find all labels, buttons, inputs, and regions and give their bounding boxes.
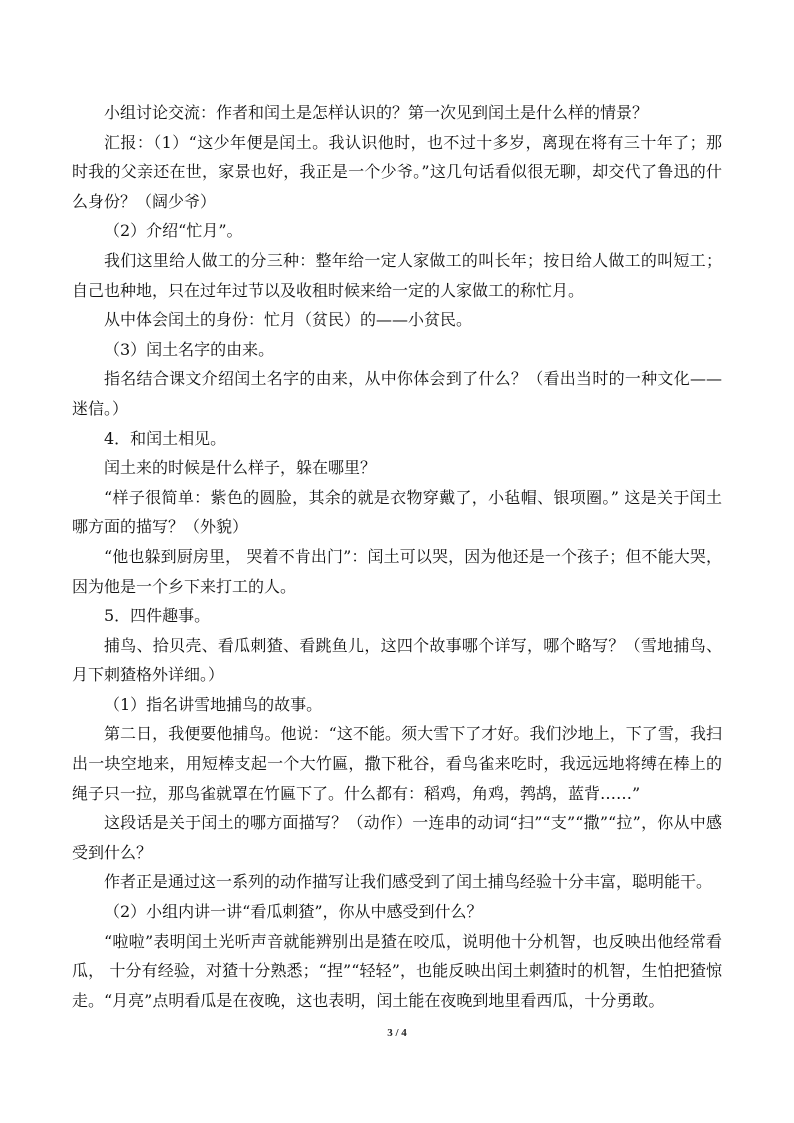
paragraph-name-origin: 指名结合课文介绍闰土名字的由来，从中你体会到了什么？（看出当时的一种文化——迷信。） [72,369,722,418]
paragraph-bird-catching-quote: 第二日，我便要他捕鸟。他说：“这不能。须大雪下了才好。我们沙地上，下了雪，我扫出一块空地来，用短棒支起一个大竹匾，撒下秕谷，看鸟雀来吃时，我远远地将缚在棒上的绳子只一拉，那鸟雀就罩在竹匾下了。什么都有：稻鸡，角鸡，鹁鸪，蓝背……” [72,724,722,803]
paragraph-worker-types: 我们这里给人做工的分三种：整年给一定人家做工的叫长年；按日给人做工的叫短工；自己也种地，只在过年过节以及收租时候来给一定的人家做工的称忙月。 [72,250,722,300]
paragraph-four-stories: 捕鸟、拾贝壳、看瓜刺猹、看跳鱼儿，这四个故事哪个详写，哪个略写？（雪地捕鸟、月下刺猹格外详细。） [72,635,722,685]
paragraph-bird-catching-heading: （1）指名讲雪地捕鸟的故事。 [104,694,323,714]
paragraph-identity: 从中体会闰土的身份：忙月（贫民）的——小贫民。 [104,310,473,330]
paragraph-melon-heading: （2）小组内讲一讲“看瓜刺猹”，你从中感受到什么？ [104,902,483,922]
paragraph-discussion-question: 小组讨论交流：作者和闰土是怎样认识的？第一次见到闰土是什么样的情景？ [104,103,649,122]
paragraph-report-3-heading: （3）闰土名字的由来。 [104,339,275,359]
page-number: 3 / 4 [387,1027,407,1039]
paragraph-report-1: 汇报：（1）“这少年便是闰土。我认识他时，也不过十多岁，离现在将有三十年了；那时我的父亲还在世，家景也好，我正是一个少爷。”这几句话看似很无聊，却交代了鲁迅的什么身份？（阔少爷） [72,132,722,211]
section-heading-4: 4．和闰土相见。 [104,428,227,448]
paragraph-melon-analysis: “啦啦”表明闰土光听声音就能辨别出是猹在咬瓜，说明他十分机智，也反映出他经常看瓜， 十分有经验，对猹十分熟悉；“捏”“轻轻”，也能反映出闰土刺猹时的机智，生怕把猹惊走。“月亮”点明看瓜是在夜晚，这也表明，闰土能在夜晚到地里看西瓜，十分勇敢。 [72,931,722,1010]
paragraph-appearance: “样子很简单：紫色的圆脸，其余的就是衣物穿戴了，小毡帽、银项圈。” 这是关于闰土哪方面的描写？（外貌） [72,487,722,537]
paragraph-action-conclusion: 作者正是通过这一系列的动作描写让我们感受到了闰土捕鸟经验十分丰富，聪明能干。 [104,872,713,892]
paragraph-appearance-question: 闰土来的时候是什么样子，躲在哪里？ [104,458,377,478]
section-heading-5: 5．四件趣事。 [104,606,211,626]
body-text [72,98,722,1015]
paragraph-action-question: 这段话是关于闰土的哪方面描写？（动作）一连串的动词“扫”“支”“撒”“拉”，你从中感受到什么？ [72,813,722,862]
paragraph-report-2-heading: （2）介绍“忙月”。 [104,221,243,241]
paragraph-hiding: “他也躲到厨房里， 哭着不肯出门”：闰土可以哭，因为他还是一个孩子；但不能大哭， 因为他是一个乡下来打工的人。 [72,546,722,596]
